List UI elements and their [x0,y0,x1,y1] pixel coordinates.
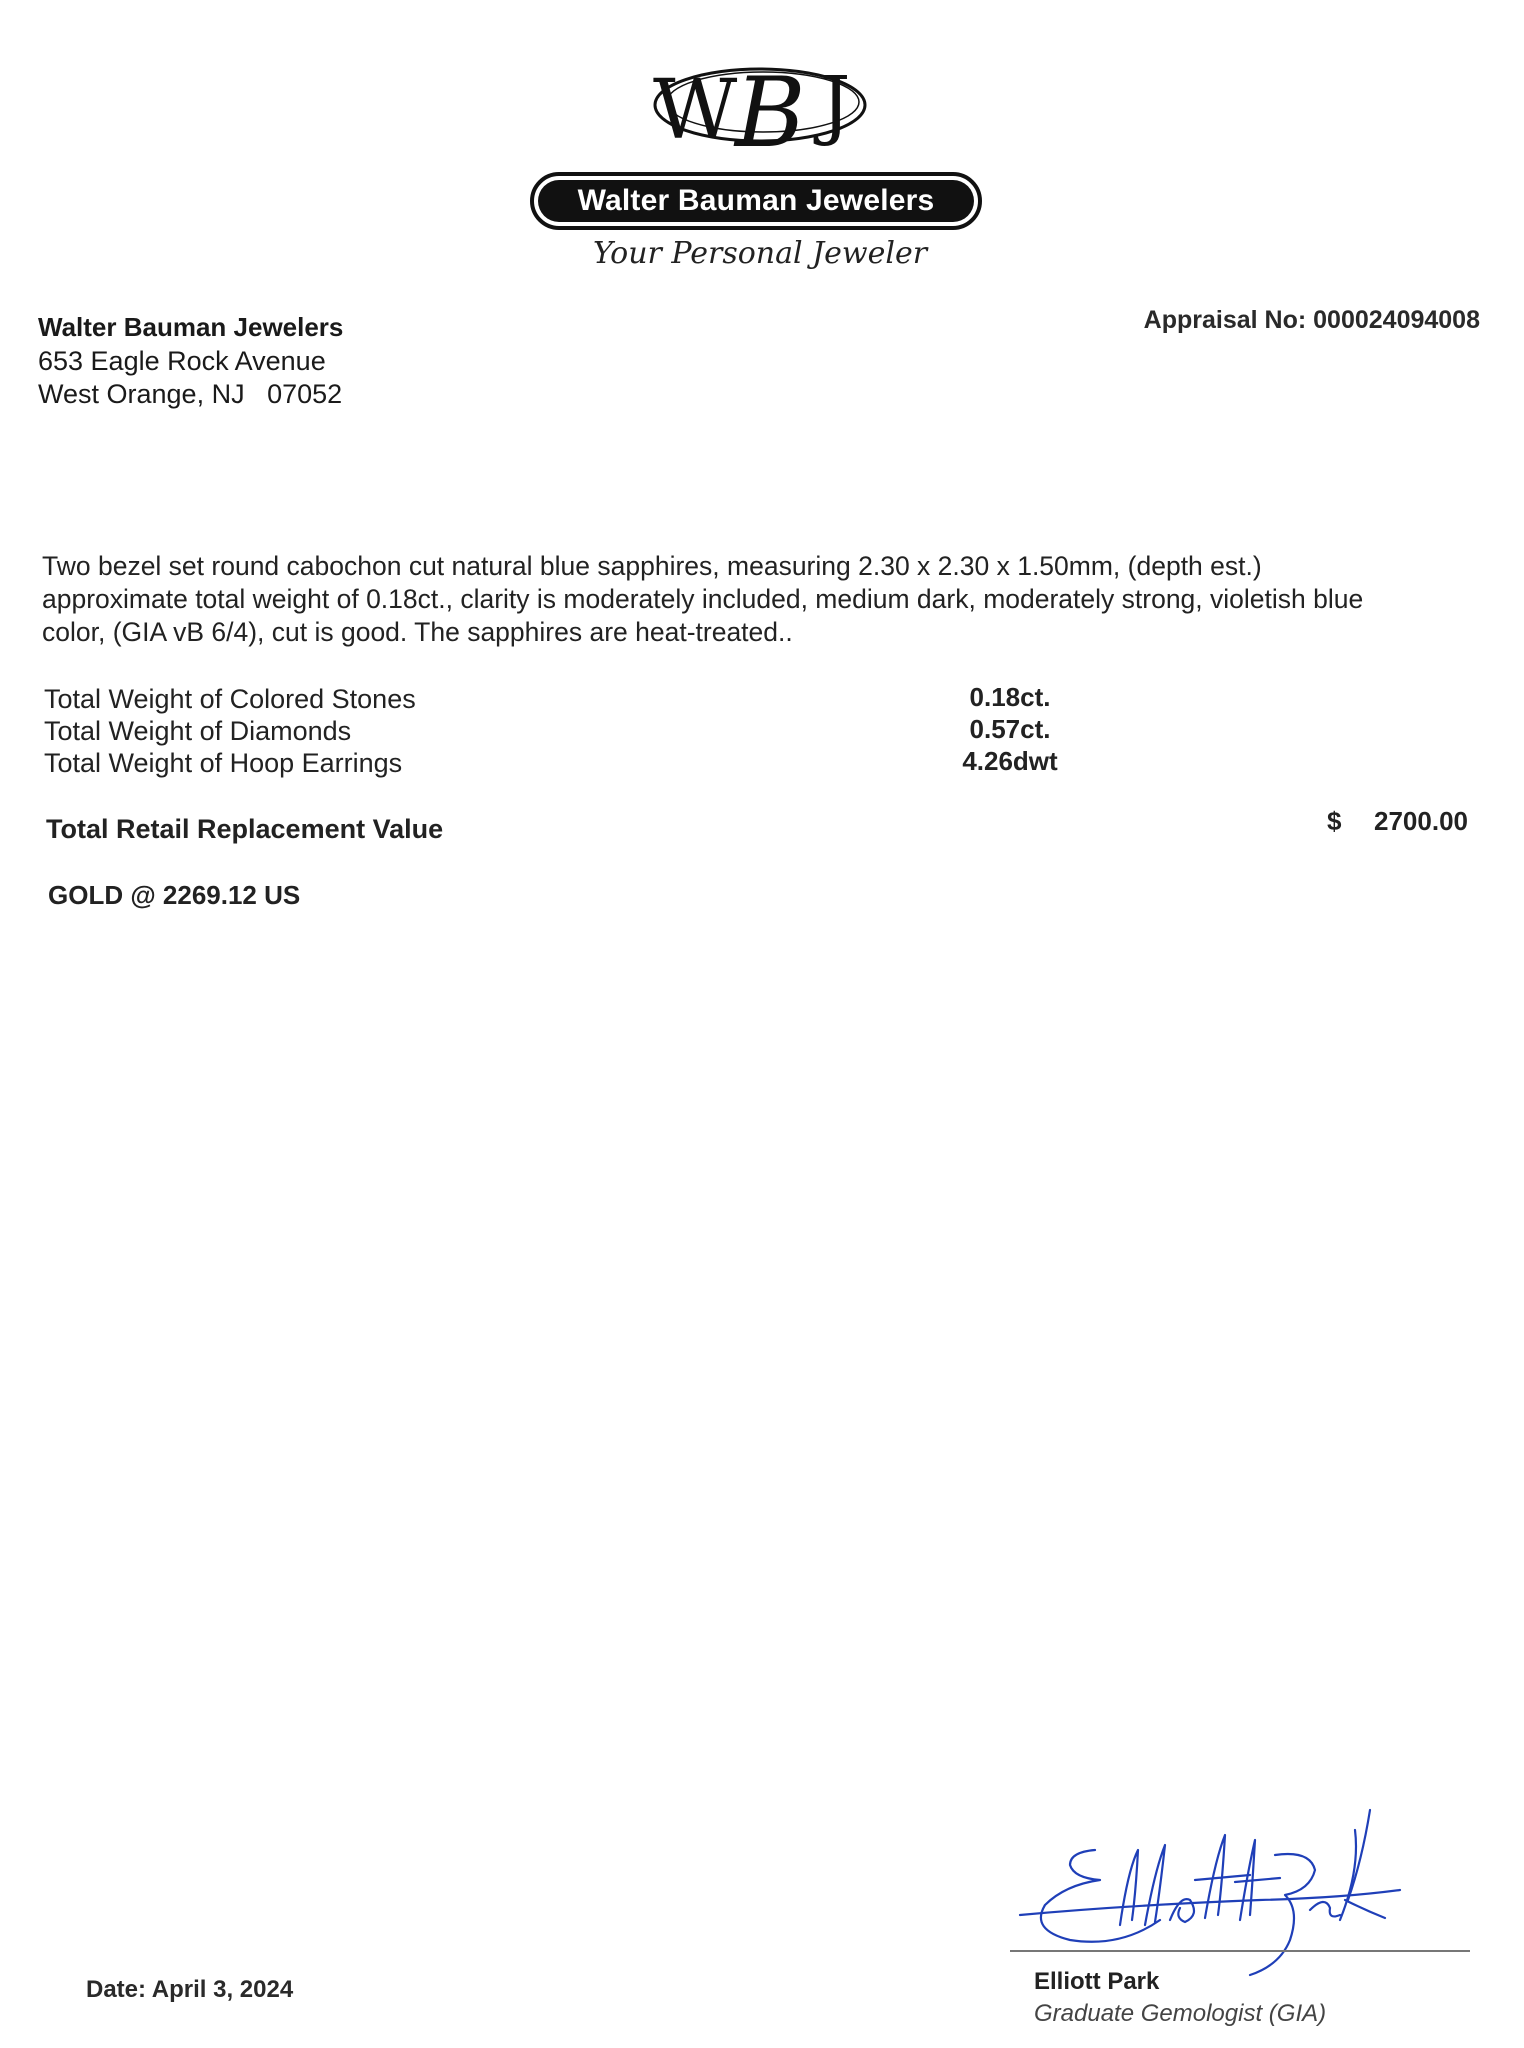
total-value-currency: $ [1327,806,1342,836]
address-line-2: West Orange, NJ 07052 [38,379,343,409]
wbj-monogram-logo [625,50,895,170]
total-value-label: Total Retail Replacement Value [46,814,444,844]
logo-name: Walter Bauman Jewelers [538,180,974,222]
svg-text:W: W [653,63,738,158]
logo-tagline: Your Personal Jeweler [592,236,928,271]
weight-value-hoop-earrings: 4.26dwt [962,746,1058,776]
company-logo [520,40,1000,290]
address-line-1: 653 Eagle Rock Avenue [38,346,326,376]
weight-label-hoop-earrings: Total Weight of Hoop Earrings [44,748,403,778]
weight-label-diamonds: Total Weight of Diamonds [44,716,352,746]
business-name: Walter Bauman Jewelers [38,312,344,342]
weight-value-colored-stones: 0.18ct. [969,682,1051,712]
gold-price: GOLD @ 2269.12 US [48,880,301,910]
total-value-amount: 2700.00 [1374,806,1468,836]
appraisal-number [1144,306,1480,335]
item-description: Two bezel set round cabochon cut natural blue sapphires, measuring 2.30 x 2.30 x 1.50mm, (depth est.) approximate total weight of 0.18ct., clarity is moderately included, medium dark, moderately strong, violetish blue color, (GIA vB 6/4), cut is good. The sapphires are heat-treated.. [42,551,1364,647]
appraisal-date: Date: April 3, 2024 [86,1976,294,2003]
svg-text:J: J [820,59,851,148]
appraisal-value: 000024094008 [1313,306,1480,334]
appraisal-label: Appraisal No: [1143,306,1307,334]
logo-banner [530,172,982,230]
signature-line [1010,1950,1470,1952]
weight-value-diamonds: 0.57ct. [969,714,1051,744]
signer-title: Graduate Gemologist (GIA) [1034,2000,1327,2027]
svg-text:B: B [735,57,806,169]
signer-name: Elliott Park [1034,1968,1160,1995]
weight-label-colored-stones: Total Weight of Colored Stones [44,684,416,714]
